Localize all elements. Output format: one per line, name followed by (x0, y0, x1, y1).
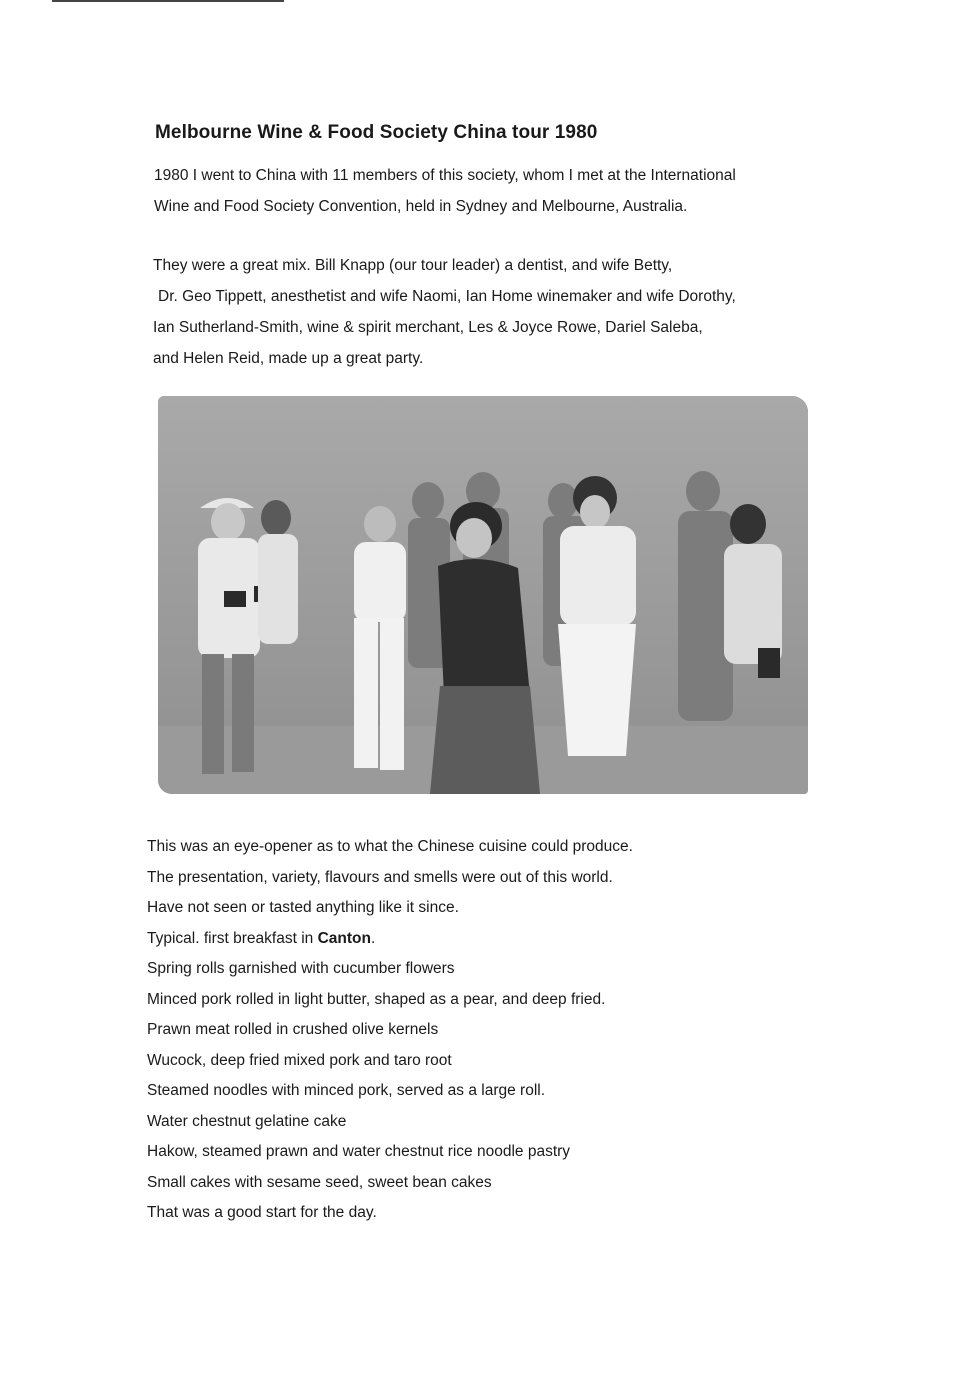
woman-white-pants (354, 506, 406, 770)
breakfast-line: This was an eye-opener as to what the Chinese cuisine could produce. (147, 838, 633, 855)
typical-breakfast-line (147, 924, 633, 955)
breakfast-line: Have not seen or tasted anything like it since. (147, 899, 459, 916)
members-line: Ian Sutherland-Smith, wine & spirit merchant, Les & Joyce Rowe, Dariel Saleba, (153, 319, 703, 336)
top-rule (52, 0, 284, 2)
menu-item: Minced pork rolled in light butter, shaped as a pear, and deep fried. (147, 990, 606, 1008)
breakfast-section (147, 832, 633, 1229)
members-line: and Helen Reid, made up a great party. (153, 350, 424, 367)
place-name: Canton (317, 929, 371, 947)
group-photo (158, 396, 808, 794)
page-title: Melbourne Wine & Food Society China tour 1980 (155, 122, 598, 143)
menu-item: Prawn meat rolled in crushed olive kernels (147, 1021, 439, 1038)
menu-item: Spring rolls garnished with cucumber flowers (147, 960, 455, 977)
menu-item: Wucock, deep fried mixed pork and taro root (147, 1051, 452, 1069)
typical-prefix: Typical. first breakfast in (147, 929, 318, 947)
members-paragraph (153, 250, 736, 374)
intro-paragraph (154, 160, 736, 222)
intro-line: 1980 I went to China with 11 members of this society, whom I met at the International (154, 167, 736, 184)
menu-item: Small cakes with sesame seed, sweet bean cakes (147, 1173, 492, 1191)
intro-line: Wine and Food Society Convention, held in Sydney and Melbourne, Australia. (154, 198, 688, 215)
typical-suffix: . (370, 929, 376, 947)
menu-item: Steamed noodles with minced pork, served as a large roll. (147, 1082, 546, 1099)
breakfast-line: The presentation, variety, flavours and smells were out of this world. (147, 868, 613, 886)
members-line: Dr. Geo Tippett, anesthetist and wife Naomi, Ian Home winemaker and wife Dorothy, (158, 288, 736, 305)
menu-item: That was a good start for the day. (147, 1204, 377, 1221)
menu-item: Water chestnut gelatine cake (147, 1112, 347, 1130)
menu-item: Hakow, steamed prawn and water chestnut rice noodle pastry (147, 1143, 571, 1160)
group-photo-illustration (158, 396, 808, 794)
members-line: They were a great mix. Bill Knapp (our tour leader) a dentist, and wife Betty, (153, 257, 673, 274)
